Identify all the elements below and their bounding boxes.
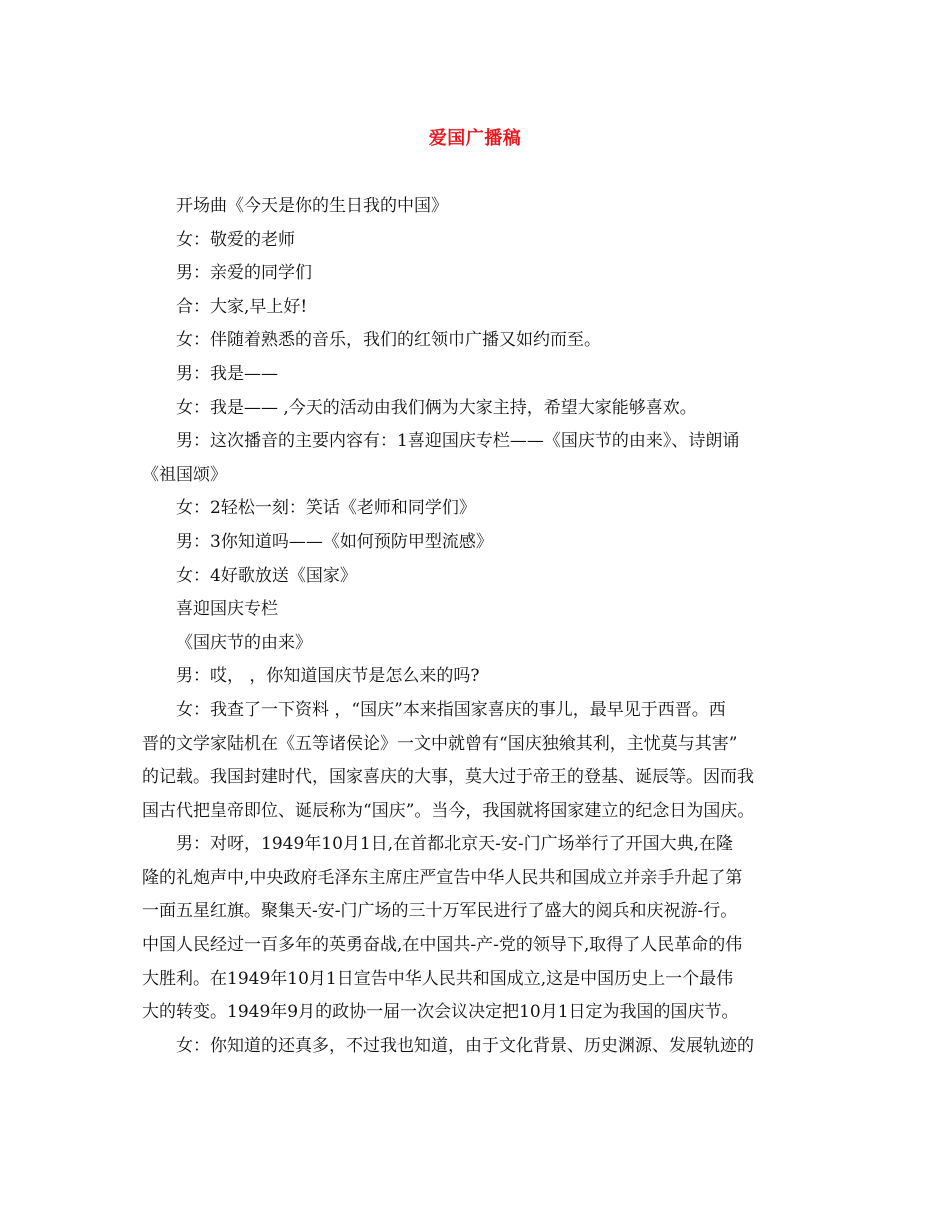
text-line: 男：对呀，1949年10月1日,在首都北京天-安-门广场举行了开国大典,在隆 — [176, 834, 734, 855]
text-line: 女：我查了一下资料 ，“国庆”本来指国家喜庆的事儿，最早见于西晋。西 — [176, 699, 726, 720]
text-line: 大的转变。1949年9月的政协一届一次会议决定把10月1日定为我国的国庆节。 — [142, 1002, 739, 1023]
text-line: 隆的礼炮声中,中央政府毛泽东主席庄严宣告中华人民共和国成立并亲手升起了第 — [142, 867, 743, 888]
text-line: 男：我是—— — [176, 363, 278, 384]
text-line: 大胜利。在1949年10月1日宣告中华人民共和国成立,这是中国历史上一个最伟 — [142, 968, 734, 989]
text-line: 合：大家,早上好! — [176, 296, 308, 317]
text-line: 一面五星红旗。聚集天-安-门广场的三十万军民进行了盛大的阅兵和庆祝游-行。 — [142, 901, 738, 922]
text-line: 女：我是—— ,今天的活动由我们俩为大家主持，希望大家能够喜欢。 — [176, 397, 697, 418]
text-line: 的记载。我国封建时代，国家喜庆的大事，莫大过于帝王的登基、诞辰等。因而我 — [142, 767, 754, 788]
document-body — [142, 190, 822, 1063]
text-line: 中国人民经过一百多年的英勇奋战,在中国共-产-党的领导下,取得了人民革命的伟 — [142, 935, 743, 956]
text-line: 男：哎， ，你知道国庆节是怎么来的吗? — [176, 666, 480, 687]
text-line: 女：敬爱的老师 — [176, 229, 295, 250]
text-line: 男：亲爱的同学们 — [176, 263, 312, 284]
text-line: 晋的文学家陆机在《五等诸侯论》一文中就曾有“国庆独飨其利，主忧莫与其害” — [142, 733, 738, 754]
text-line: 《国庆节的由来》 — [176, 632, 312, 653]
document-title: 爱国广播稿 — [428, 128, 522, 149]
text-line: 《祖国颂》 — [142, 464, 227, 485]
text-line: 开场曲《今天是你的生日我的中国》 — [176, 196, 448, 216]
text-line: 男：这次播音的主要内容有：1喜迎国庆专栏——《国庆节的由来》、诗朗诵 — [176, 431, 740, 452]
text-line: 女：你知道的还真多，不过我也知道，由于文化背景、历史渊源、发展轨迹的 — [176, 1035, 754, 1056]
text-line: 国古代把皇帝即位、诞辰称为“国庆”。当今，我国就将国家建立的纪念日为国庆。 — [142, 800, 755, 821]
text-line: 男：3你知道吗——《如何预防甲型流感》 — [176, 531, 493, 552]
text-line: 女：4好歌放送《国家》 — [176, 565, 357, 586]
text-line: 女：伴随着熟悉的音乐，我们的红领巾广播又如约而至。 — [176, 330, 601, 351]
text-line: 女：2轻松一刻：笑话《老师和同学们》 — [176, 498, 476, 519]
text-line: 喜迎国庆专栏 — [176, 599, 278, 620]
